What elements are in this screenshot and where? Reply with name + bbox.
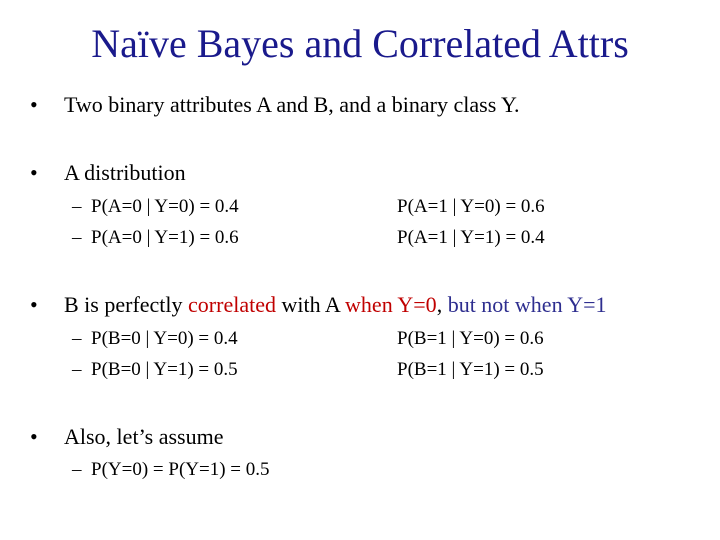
sub-item-text: P(B=0 | Y=0) = 0.4 xyxy=(91,328,238,349)
sub-marker: – xyxy=(72,459,82,480)
bullet-2 xyxy=(30,160,186,186)
bullet-3 xyxy=(30,292,607,318)
bullet-1-text: Two binary attributes A and B, and a binary class Y. xyxy=(64,92,520,117)
highlight-correlated: correlated xyxy=(188,292,276,317)
bullet-marker: • xyxy=(30,92,38,117)
bullet-marker: • xyxy=(30,292,38,317)
bullet-4-text: Also, let’s assume xyxy=(64,424,224,449)
bullet-1 xyxy=(30,92,520,118)
sub-item-right: P(A=1 | Y=0) = 0.6 xyxy=(397,196,545,217)
bullet-marker: • xyxy=(30,424,38,449)
bullet-3-text-a: B is perfectly xyxy=(64,292,189,317)
bullet-2-text: A distribution xyxy=(64,160,186,185)
sub-item xyxy=(72,459,270,482)
sub-item-text: P(A=0 | Y=1) = 0.6 xyxy=(91,227,239,248)
sub-marker: – xyxy=(72,196,82,217)
bullet-3-text-b: with A xyxy=(275,292,346,317)
sub-item xyxy=(72,196,239,219)
sub-item-right: P(B=1 | Y=1) = 0.5 xyxy=(397,359,544,380)
sub-item-text: P(B=0 | Y=1) = 0.5 xyxy=(91,359,238,380)
bullet-4 xyxy=(30,424,224,450)
sub-item-right: P(B=1 | Y=0) = 0.6 xyxy=(397,328,544,349)
sub-item xyxy=(72,227,239,250)
bullet-3-text-c: , xyxy=(436,292,448,317)
sub-item-text: P(A=0 | Y=0) = 0.4 xyxy=(91,196,239,217)
sub-item xyxy=(72,328,238,351)
sub-item-text: P(Y=0) = P(Y=1) = 0.5 xyxy=(91,459,270,480)
sub-item-right: P(A=1 | Y=1) = 0.4 xyxy=(397,227,545,248)
sub-marker: – xyxy=(72,359,82,380)
sub-item xyxy=(72,359,238,382)
sub-marker: – xyxy=(72,328,82,349)
sub-marker: – xyxy=(72,227,82,248)
highlight-when-y0: when Y=0 xyxy=(345,292,437,317)
highlight-not-when-y1: but not when Y=1 xyxy=(447,292,607,317)
slide-title: Naïve Bayes and Correlated Attrs xyxy=(91,21,629,66)
bullet-marker: • xyxy=(30,160,38,185)
